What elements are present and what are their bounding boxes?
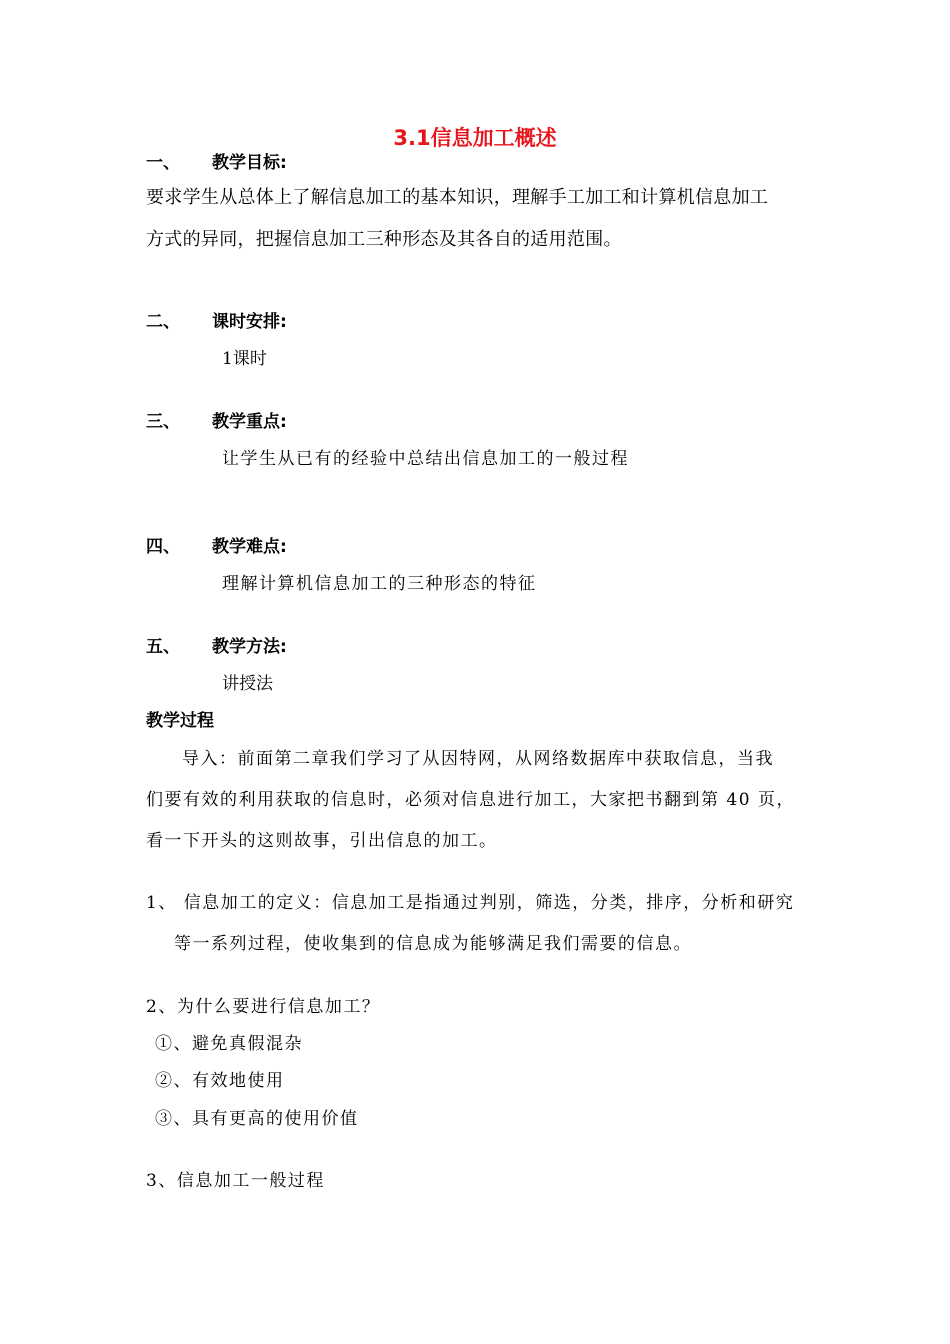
- section-number: 四、: [146, 537, 180, 557]
- reason-item: ③、具有更高的使用价值: [155, 1109, 359, 1129]
- section-heading: 教学难点:: [212, 537, 287, 557]
- definition-line: 1、 信息加工的定义：信息加工是指通过判别，筛选，分类，排序，分析和研究: [146, 893, 795, 913]
- intro-line: 导入：前面第二章我们学习了从因特网，从网络数据库中获取信息，当我: [182, 749, 774, 769]
- reason-item: ②、有效地使用: [155, 1071, 285, 1091]
- section-heading: 教学重点:: [212, 412, 287, 432]
- item-heading: 3、信息加工一般过程: [146, 1171, 325, 1191]
- intro-line: 看一下开头的这则故事，引出信息的加工。: [146, 831, 498, 851]
- section-heading: 教学方法:: [212, 637, 287, 657]
- process-heading: 教学过程: [146, 711, 214, 731]
- definition-line: 等一系列过程，使收集到的信息成为能够满足我们需要的信息。: [174, 934, 692, 954]
- document-title: 3.1信息加工概述: [393, 126, 557, 150]
- item-heading: 2、为什么要进行信息加工？: [146, 997, 381, 1017]
- section-heading: 课时安排:: [212, 312, 287, 332]
- objective-line: 方式的异同，把握信息加工三种形态及其各自的适用范围。: [146, 229, 622, 250]
- key-point-text: 让学生从已有的经验中总结出信息加工的一般过程: [222, 449, 629, 469]
- schedule-text: 1课时: [222, 349, 267, 369]
- objective-line: 要求学生从总体上了解信息加工的基本知识，理解手工加工和计算机信息加工: [146, 187, 769, 208]
- section-heading: 教学目标:: [212, 153, 287, 173]
- section-number: 二、: [146, 312, 180, 332]
- method-text: 讲授法: [222, 674, 273, 694]
- difficulty-text: 理解计算机信息加工的三种形态的特征: [222, 574, 537, 594]
- reason-item: ①、避免真假混杂: [155, 1034, 303, 1054]
- intro-line: 们要有效的利用获取的信息时，必须对信息进行加工，大家把书翻到第 40 页，: [146, 790, 795, 810]
- section-number: 一、: [146, 153, 180, 173]
- section-number: 五、: [146, 637, 180, 657]
- section-number: 三、: [146, 412, 180, 432]
